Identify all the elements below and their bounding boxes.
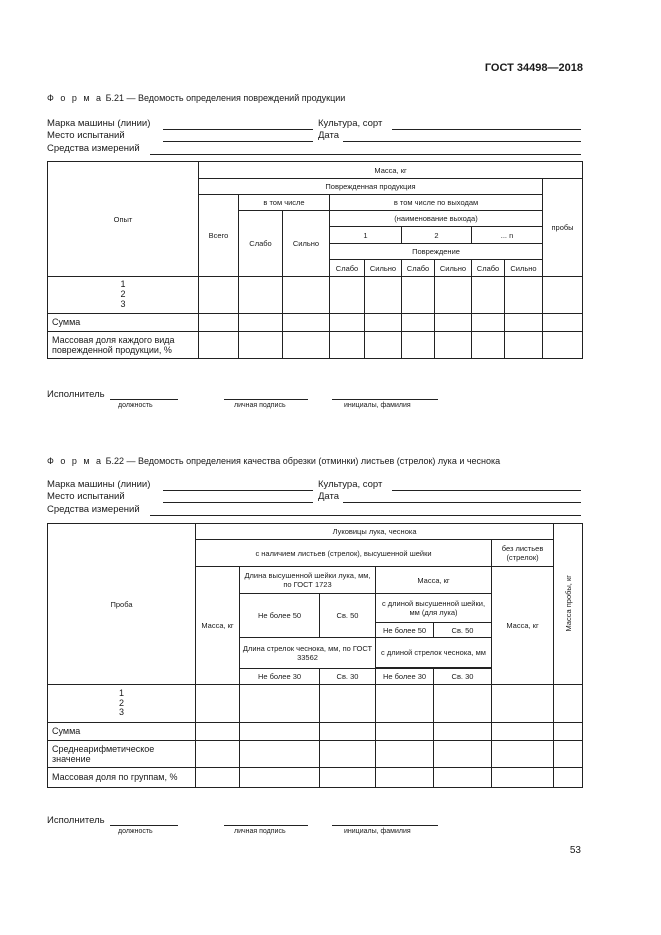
data-cell[interactable]	[435, 277, 472, 314]
length-arrow-header: Длина стрелок чеснока, мм, по ГОСТ 33562	[240, 638, 376, 669]
data-cell[interactable]	[330, 277, 365, 314]
form21-signature-field[interactable]	[224, 399, 308, 400]
row-numbers-cell	[48, 277, 199, 314]
data-cell[interactable]	[492, 723, 554, 741]
without-leaves-header: без листьев (стрелок)	[492, 540, 554, 567]
form22-culture-label: Культура, сорт	[318, 479, 383, 490]
data-cell[interactable]	[320, 741, 376, 768]
data-cell[interactable]	[492, 685, 554, 723]
data-cell[interactable]	[283, 277, 330, 314]
mass-kg-header: Масса, кг	[199, 162, 583, 179]
output-2: 2	[402, 227, 472, 244]
data-cell[interactable]	[199, 314, 239, 332]
data-cell[interactable]	[376, 685, 434, 723]
data-cell[interactable]	[543, 277, 583, 314]
data-cell[interactable]	[199, 277, 239, 314]
standard-number: ГОСТ 34498—2018	[484, 62, 583, 74]
form21-position-field[interactable]	[110, 399, 178, 400]
data-cell[interactable]	[239, 277, 283, 314]
data-cell[interactable]	[283, 332, 330, 359]
form21-tools-label: Средства измерений	[47, 143, 140, 154]
data-cell[interactable]	[320, 685, 376, 723]
bulbs-header: Луковицы лука, чеснока	[196, 524, 554, 540]
form22-position-caption: должность	[118, 828, 153, 835]
data-cell[interactable]	[505, 277, 543, 314]
form21-title-text: Б.21 — Ведомость определения повреждений продукции	[105, 93, 346, 103]
data-cell[interactable]	[330, 332, 365, 359]
page-number: 53	[569, 845, 581, 856]
sample-mass-vertical: Масса пробы, кг	[563, 574, 573, 632]
data-cell[interactable]	[554, 741, 583, 768]
form21-place-label: Место испытаний	[47, 130, 125, 141]
length-neck-header: Длина высушенной шейки лука, мм, по ГОСТ 1723	[240, 567, 376, 594]
row-number-3: 3	[118, 707, 124, 718]
data-cell[interactable]	[472, 277, 505, 314]
row-numbers-cell	[48, 685, 196, 723]
data-cell[interactable]	[505, 332, 543, 359]
data-cell[interactable]	[402, 277, 435, 314]
arrow-over-30: Св. 30	[320, 669, 376, 685]
form21-machine-label: Марка машины (линии)	[47, 118, 151, 129]
col-sample: Проба	[48, 524, 196, 685]
data-cell[interactable]	[434, 741, 492, 768]
form22-signature-field[interactable]	[224, 825, 308, 826]
data-cell[interactable]	[554, 768, 583, 788]
form21-tools-field[interactable]	[150, 154, 581, 155]
form21-table	[47, 161, 583, 359]
data-cell[interactable]	[434, 723, 492, 741]
form22-signature-caption: личная подпись	[234, 828, 286, 835]
with-long-arrow-header: с длиной стрелок чеснока, мм	[376, 638, 492, 668]
form21-title	[47, 93, 345, 103]
data-cell[interactable]	[472, 332, 505, 359]
form22-executor-label: Исполнитель	[47, 815, 105, 826]
form21-form-word: Ф о р м а	[47, 93, 104, 103]
form22-title-text: Б.22 — Ведомость определения качества обрезки (отминки) листьев (стрелок) лука и чеснока	[105, 456, 501, 466]
weak-header: Слабо	[239, 211, 283, 277]
data-cell[interactable]	[239, 332, 283, 359]
form22-date-field[interactable]	[343, 502, 581, 503]
mass-kg-col-header: Масса, кг	[196, 567, 240, 685]
row-number-2: 2	[118, 697, 124, 708]
form22-machine-field[interactable]	[163, 490, 313, 491]
mass-arrow-over-30: Св. 30	[434, 669, 492, 685]
form21-signature-caption: личная подпись	[234, 402, 286, 409]
form22-initials-caption: инициалы, фамилия	[344, 828, 411, 835]
data-cell[interactable]	[376, 723, 434, 741]
data-cell[interactable]	[543, 332, 583, 359]
form22-culture-field[interactable]	[392, 490, 581, 491]
mass-arrow-not-more-30: Не более 30	[376, 669, 434, 685]
form22-place-label: Место испытаний	[47, 491, 125, 502]
row-number-1: 1	[118, 687, 124, 698]
form22-date-label: Дата	[318, 491, 340, 502]
data-cell[interactable]	[435, 314, 472, 332]
damage-strong-n: Сильно	[505, 260, 543, 277]
damage-strong-1: Сильно	[365, 260, 402, 277]
data-cell[interactable]	[240, 685, 320, 723]
arrow-not-more-30: Не более 30	[240, 669, 320, 685]
form21-place-field[interactable]	[163, 141, 313, 142]
row-number-2: 2	[120, 289, 126, 300]
data-cell[interactable]	[196, 768, 240, 788]
output-n: ... n	[472, 227, 543, 244]
neck-over-50: Св. 50	[320, 594, 376, 638]
col-experience: Опыт	[48, 162, 199, 277]
form22-title	[47, 456, 500, 466]
damage-weak-2: Слабо	[402, 260, 435, 277]
strong-header: Сильно	[283, 211, 330, 277]
mass-not-more-50: Не более 50	[376, 623, 434, 638]
data-cell[interactable]	[505, 314, 543, 332]
sum-row-label: Сумма	[48, 723, 196, 741]
data-cell[interactable]	[196, 723, 240, 741]
data-cell[interactable]	[472, 314, 505, 332]
mass-kg-header: Масса, кг	[376, 567, 492, 594]
damage-weak-n: Слабо	[472, 260, 505, 277]
sample-mass-header	[554, 524, 583, 685]
damage-strong-2: Сильно	[435, 260, 472, 277]
data-cell[interactable]	[435, 332, 472, 359]
data-cell[interactable]	[376, 768, 434, 788]
form22-table	[47, 523, 583, 788]
form21-initials-field[interactable]	[332, 399, 438, 400]
data-cell[interactable]	[199, 332, 239, 359]
form21-executor-label: Исполнитель	[47, 389, 105, 400]
data-cell[interactable]	[376, 741, 434, 768]
data-cell[interactable]	[240, 723, 320, 741]
including-header: в том числе	[239, 195, 330, 211]
form22-tools-field[interactable]	[150, 515, 581, 516]
mass-fraction-row-label: Массовая доля каждого вида поврежденной продукции, %	[48, 332, 199, 359]
data-cell[interactable]	[240, 768, 320, 788]
output-1: 1	[330, 227, 402, 244]
mass-kg-right-header: Масса, кг	[492, 567, 554, 685]
form21-position-caption: должность	[118, 402, 153, 409]
form22-position-field[interactable]	[110, 825, 178, 826]
form22-tools-label: Средства измерений	[47, 504, 140, 515]
with-long-neck-header: с длиной высушенной шейки, мм (для лука)	[376, 594, 492, 623]
data-cell[interactable]	[554, 723, 583, 741]
data-cell[interactable]	[365, 332, 402, 359]
form22-place-field[interactable]	[163, 502, 313, 503]
data-cell[interactable]	[240, 741, 320, 768]
row-number-1: 1	[120, 279, 126, 290]
data-cell[interactable]	[492, 741, 554, 768]
form22-machine-label: Марка машины (линии)	[47, 479, 151, 490]
form21-initials-caption: инициалы, фамилия	[344, 402, 411, 409]
output-name-header: (наименование выхода)	[330, 211, 543, 227]
with-leaves-header: с наличием листьев (стрелок), высушенной шейки	[196, 540, 492, 567]
form22-initials-field[interactable]	[332, 825, 438, 826]
data-cell[interactable]	[320, 723, 376, 741]
mass-fraction-groups-label: Массовая доля по группам, %	[48, 768, 196, 788]
data-cell[interactable]	[543, 314, 583, 332]
samples-header: пробы	[543, 179, 583, 277]
damage-weak-1: Слабо	[330, 260, 365, 277]
data-cell[interactable]	[365, 314, 402, 332]
mass-over-50: Св. 50	[434, 623, 492, 638]
data-cell[interactable]	[434, 768, 492, 788]
including-outputs-header: в том числе по выходам	[330, 195, 543, 211]
data-cell[interactable]	[402, 332, 435, 359]
sum-row-label: Сумма	[48, 314, 199, 332]
mean-row-label: Среднеарифметическое значение	[48, 741, 196, 768]
form22-form-word: Ф о р м а	[47, 456, 104, 466]
data-cell[interactable]	[554, 685, 583, 723]
data-cell[interactable]	[330, 314, 365, 332]
data-cell[interactable]	[196, 685, 240, 723]
data-cell[interactable]	[402, 314, 435, 332]
form21-culture-label: Культура, сорт	[318, 118, 383, 129]
data-cell[interactable]	[320, 768, 376, 788]
data-cell[interactable]	[492, 768, 554, 788]
form21-date-label: Дата	[318, 130, 340, 141]
data-cell[interactable]	[365, 277, 402, 314]
form21-culture-field[interactable]	[392, 129, 581, 130]
neck-not-more-50: Не более 50	[240, 594, 320, 638]
total-header: Всего	[199, 195, 239, 277]
data-cell[interactable]	[239, 314, 283, 332]
row-number-3: 3	[120, 298, 126, 309]
data-cell[interactable]	[196, 741, 240, 768]
damaged-products-header: Поврежденная продукция	[199, 179, 543, 195]
form21-machine-field[interactable]	[163, 129, 313, 130]
data-cell[interactable]	[283, 314, 330, 332]
form21-date-field[interactable]	[343, 141, 581, 142]
damage-header: Повреждение	[330, 244, 543, 260]
data-cell[interactable]	[434, 685, 492, 723]
